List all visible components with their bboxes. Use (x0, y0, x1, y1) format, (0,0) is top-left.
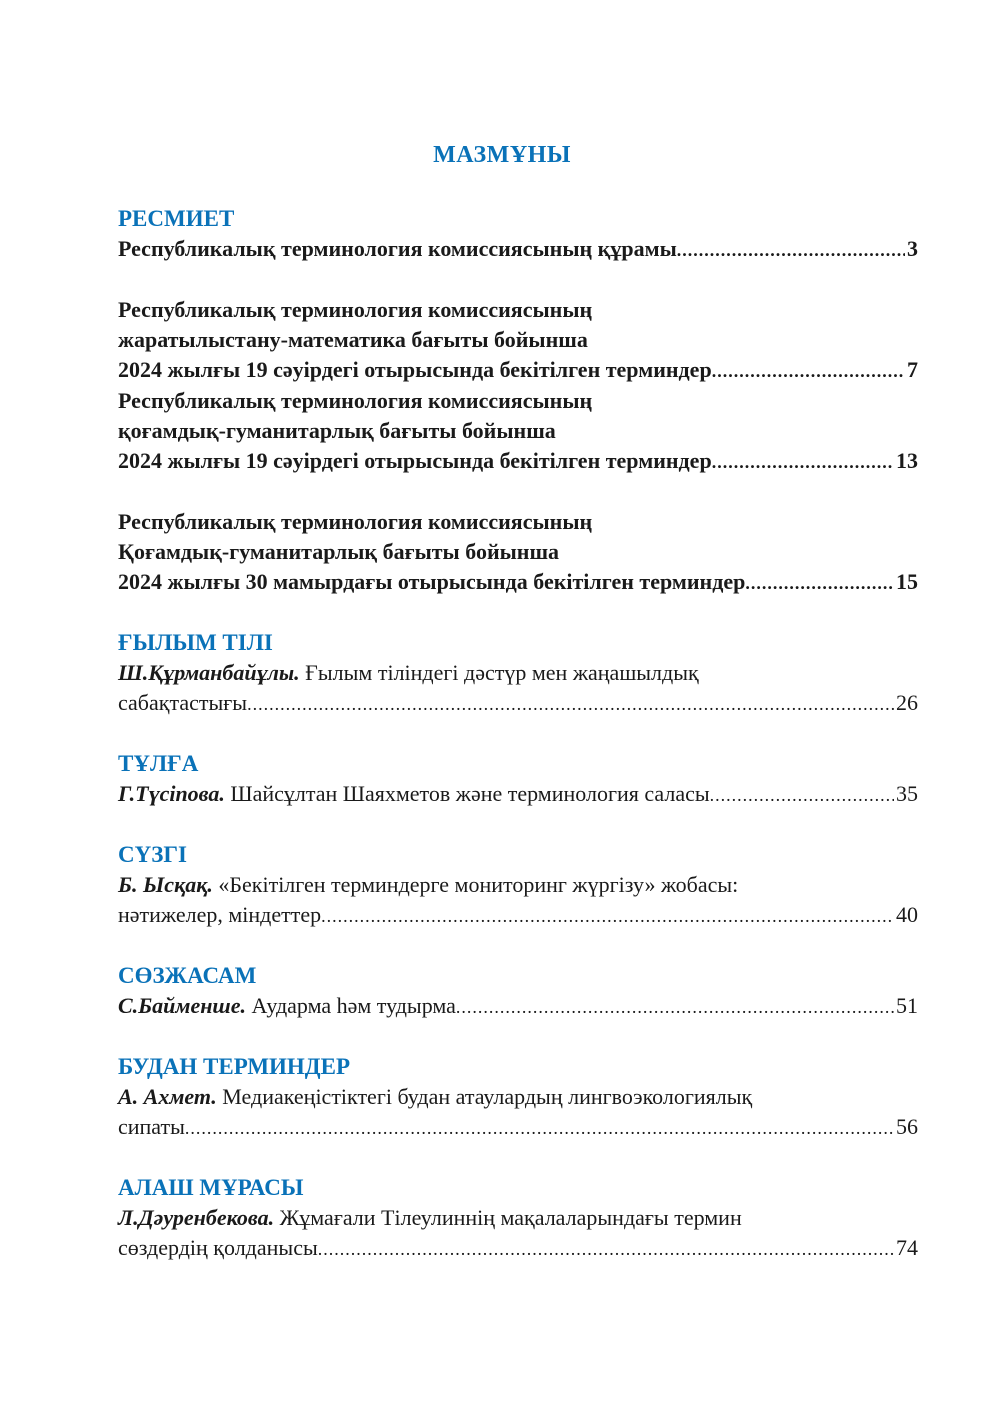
toc-entry[interactable] (118, 991, 918, 1022)
entry-title: Республикалық терминология комиссиясының құрамы (118, 236, 677, 261)
dot-leader (247, 689, 894, 719)
entry-title-line: Республикалық терминология комиссиясының (118, 297, 593, 322)
dot-leader (712, 356, 905, 386)
section-heading: АЛАШ МҰРАСЫ (118, 1175, 304, 1200)
section-gylym-tili (118, 628, 918, 719)
dot-leader (745, 568, 894, 598)
dot-leader (321, 901, 894, 931)
section-heading: СӨЗЖАСАМ (118, 963, 257, 988)
dot-leader (318, 1234, 894, 1264)
toc-entry[interactable] (118, 386, 918, 477)
entry-title-line: Республикалық терминология комиссиясының (118, 509, 593, 534)
entry-title-line: сөздердің қолданысы (118, 1235, 318, 1260)
page-number: 7 (907, 357, 918, 382)
page-number: 56 (896, 1114, 918, 1139)
page-number: 3 (907, 236, 918, 261)
entry-title-line: 2024 жылғы 19 сәуірдегі отырысында бекітілген терминдер (118, 448, 712, 473)
table-of-contents (118, 204, 918, 1294)
section-heading: ТҰЛҒА (118, 751, 199, 776)
toc-entry[interactable] (118, 1082, 918, 1143)
dot-leader (710, 780, 894, 810)
dot-leader (677, 235, 905, 265)
toc-entry[interactable] (118, 779, 918, 810)
page-title: МАЗМҰНЫ (433, 142, 571, 168)
entry-title-line: «Бекітілген терминдерге мониторинг жүргізу» жобасы: (212, 872, 739, 897)
toc-entry[interactable] (118, 870, 918, 931)
entry-title-line: Республикалық терминология комиссиясының (118, 388, 593, 413)
dot-leader (185, 1113, 894, 1143)
entry-title-line: сипаты (118, 1114, 185, 1139)
entry-title-line: Аударма һәм тудырма (246, 993, 456, 1018)
entry-title-line: 2024 жылғы 30 мамырдағы отырысында бекітілген терминдер (118, 569, 746, 594)
page-number: 15 (896, 569, 918, 594)
section-heading: СҮЗГІ (118, 842, 187, 867)
entry-title-line: сабақтастығы (118, 690, 248, 715)
page-number: 74 (896, 1235, 918, 1260)
section-sozjasam (118, 961, 918, 1022)
dot-leader (712, 447, 894, 477)
author-name: Л.Дәуренбекова. (118, 1205, 275, 1230)
entry-title-line: 2024 жылғы 19 сәуірдегі отырысында бекітілген терминдер (118, 357, 712, 382)
entry-title-line: Шайсұлтан Шаяхметов және терминология саласы (224, 781, 710, 806)
dot-leader (456, 992, 894, 1022)
page-number: 51 (896, 993, 918, 1018)
author-name: С.Байменше. (118, 993, 247, 1018)
author-name: А. Ахмет. (118, 1084, 217, 1109)
entry-title-line: қоғамдық-гуманитарлық бағыты бойынша (118, 418, 556, 443)
section-tulga (118, 749, 918, 810)
toc-entry[interactable] (118, 658, 918, 719)
section-alash-murasy (118, 1173, 918, 1264)
page-number: 35 (896, 781, 918, 806)
section-resmiet (118, 204, 918, 598)
toc-entry[interactable] (118, 1203, 918, 1264)
toc-entry[interactable] (118, 507, 918, 598)
entry-title-line: Жұмағали Тілеулиннің мақалаларындағы термин (274, 1205, 742, 1230)
author-name: Ш.Құрманбайұлы. (118, 660, 300, 685)
entry-title-line: Қоғамдық-гуманитарлық бағыты бойынша (118, 539, 560, 564)
entry-title-line: Медиакеңістіктегі будан атаулардың лингвоэкологиялық (216, 1084, 753, 1109)
entry-title-line: нәтижелер, міндеттер (118, 902, 322, 927)
toc-entry[interactable] (118, 295, 918, 386)
entry-title-line: Ғылым тіліндегі дәстүр мен жаңашылдық (299, 660, 699, 685)
page-number: 26 (896, 690, 918, 715)
author-name: Б. Ысқақ. (118, 872, 213, 897)
section-budan-terminder (118, 1052, 918, 1143)
entry-title-line: жаратылыстану-математика бағыты бойынша (118, 327, 588, 352)
author-name: Г.Түсіпова. (118, 781, 225, 806)
page-number: 40 (896, 902, 918, 927)
section-heading: РЕСМИЕТ (118, 206, 235, 231)
page-number: 13 (896, 448, 918, 473)
section-heading: БУДАН ТЕРМИНДЕР (118, 1054, 351, 1079)
section-heading: ҒЫЛЫМ ТІЛІ (118, 630, 273, 655)
toc-entry[interactable] (118, 234, 918, 265)
section-suzgi (118, 840, 918, 931)
